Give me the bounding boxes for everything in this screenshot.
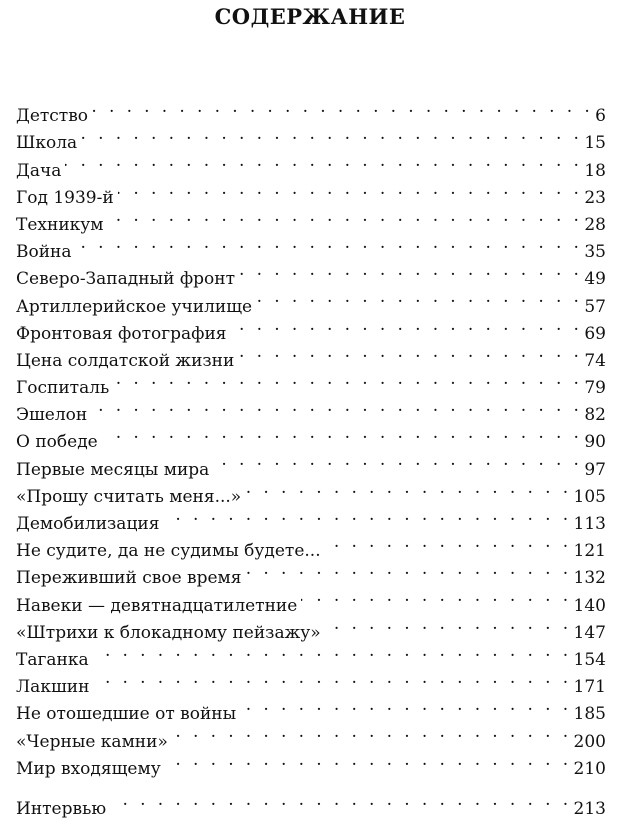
toc-entry-page: 132 <box>573 568 606 589</box>
toc-entry-title: Дача <box>16 160 62 181</box>
dot-leader <box>256 284 582 311</box>
toc-entry-page: 140 <box>573 595 606 616</box>
toc-entry-page: 23 <box>584 187 606 208</box>
toc-entry-page: 171 <box>573 677 606 698</box>
toc-entry-title: Не судите, да не судимы будете... <box>16 541 321 562</box>
toc-entry-page: 210 <box>573 758 606 779</box>
toc-entry-title: Лакшин <box>16 677 90 698</box>
toc-entry-title: Школа <box>16 133 78 154</box>
toc-entry-page: 82 <box>584 405 606 426</box>
dot-leader <box>231 312 583 339</box>
toc-entry-page: 154 <box>573 649 606 670</box>
dot-leader <box>325 611 572 638</box>
dot-leader <box>238 339 582 366</box>
dot-leader <box>118 176 583 203</box>
toc-entry-title: «Штрихи к блокадному пейзажу» <box>16 622 321 643</box>
toc-entry-page: 74 <box>584 350 606 371</box>
toc-entry-title: Демобилизация <box>16 514 160 534</box>
toc-entry-page: 57 <box>584 296 606 317</box>
toc-entry-title: Война <box>16 242 72 263</box>
toc-entry-title: Первые месяцы мира <box>16 459 210 480</box>
toc-entry-title: Северо-Западный фронт <box>16 269 235 290</box>
toc-entry-title: Навеки — девятнадцатилетние <box>16 595 298 616</box>
toc-entry[interactable] <box>16 94 606 127</box>
dot-leader <box>102 420 583 447</box>
dot-leader <box>81 121 582 148</box>
toc-entry-title: Переживший свое время <box>16 568 242 589</box>
dot-leader <box>113 366 582 393</box>
toc-entry-page: 15 <box>584 133 606 154</box>
dot-leader <box>65 148 582 175</box>
dot-leader <box>108 203 583 230</box>
toc-entry-page: 185 <box>573 704 606 725</box>
toc-entry-title: Мир входящему <box>16 758 161 779</box>
toc-entry-title: Таганка <box>16 649 89 670</box>
toc-entry[interactable] <box>16 692 606 725</box>
toc-entry-page: 105 <box>573 486 606 507</box>
toc-entry[interactable] <box>16 230 606 263</box>
toc-entry-page: 79 <box>584 378 606 399</box>
toc-entry-page: 113 <box>573 514 606 534</box>
dot-leader <box>301 583 571 610</box>
toc-entry-page: 69 <box>584 323 606 344</box>
toc-entry-title: Интервью <box>16 798 107 819</box>
toc-entry-title: Не отошедшие от войны <box>16 704 237 725</box>
toc-entry-page: 6 <box>595 106 606 127</box>
toc-entry[interactable] <box>16 638 606 670</box>
toc-entry-page: 28 <box>584 214 606 235</box>
dot-leader <box>245 475 571 502</box>
dot-leader <box>240 692 571 719</box>
toc-entry-page: 90 <box>584 432 606 453</box>
toc-entry-title: «Прошу считать меня...» <box>16 486 242 507</box>
page-title: СОДЕРЖАНИЕ <box>214 4 406 29</box>
toc-entry[interactable] <box>16 121 606 154</box>
dot-leader <box>76 230 583 257</box>
toc-entry-page: 97 <box>584 459 606 480</box>
dot-leader <box>213 447 582 474</box>
toc-entry-page: 18 <box>584 160 606 181</box>
toc-entry-title: Цена солдатской жизни <box>16 350 235 371</box>
toc-entry-title: Техникум <box>16 214 104 235</box>
toc-entry-title: Госпиталь <box>16 378 110 399</box>
dot-leader <box>239 257 582 284</box>
toc-entry[interactable] <box>16 447 606 480</box>
toc-entry-page: 35 <box>584 242 606 263</box>
toc-entry-page: 213 <box>573 798 606 819</box>
toc-entry[interactable] <box>16 257 606 290</box>
dot-leader <box>246 556 572 583</box>
toc-entry[interactable] <box>16 420 606 453</box>
toc-entry[interactable] <box>16 148 606 181</box>
dot-leader <box>165 747 572 774</box>
toc-entry-title: Фронтовая фотография <box>16 323 227 344</box>
toc-entry-page: 49 <box>584 269 606 290</box>
toc-entry-page: 200 <box>573 731 606 752</box>
dot-leader <box>92 94 593 121</box>
toc-entry-page: 147 <box>573 622 606 643</box>
toc-entry[interactable] <box>16 393 606 426</box>
dot-leader <box>91 393 582 420</box>
toc-entry[interactable] <box>16 176 606 208</box>
dot-leader <box>93 665 571 692</box>
toc-entry-title: Год 1939-й <box>16 187 114 208</box>
toc-entry-interview[interactable] <box>16 787 606 819</box>
dot-leader <box>163 502 571 529</box>
dot-leader <box>325 529 572 556</box>
dot-leader <box>93 638 572 665</box>
toc-entry-page: 121 <box>573 541 606 562</box>
toc-entry-title: О победе <box>16 432 98 453</box>
toc-entry[interactable] <box>16 665 606 698</box>
toc-entry-title: Артиллерийское училище <box>16 296 253 317</box>
dot-leader <box>172 719 572 746</box>
toc-entry-title: «Черные камни» <box>16 731 168 752</box>
toc-entry-title: Детство <box>16 106 89 127</box>
dot-leader <box>110 787 571 814</box>
table-of-contents <box>16 94 606 819</box>
toc-entry-title: Эшелон <box>16 405 88 426</box>
